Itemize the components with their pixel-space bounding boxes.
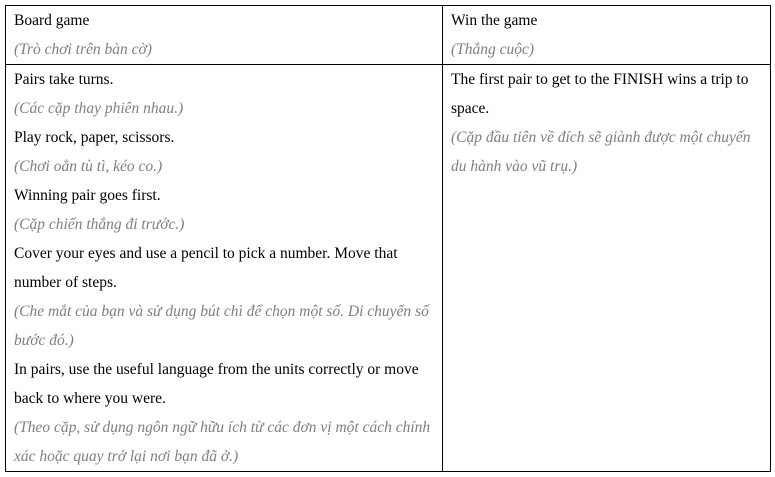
rule-3-vietnamese: (Cặp chiến thắng đi trước.) <box>14 216 185 233</box>
header-right-vietnamese: (Thắng cuộc) <box>451 41 535 58</box>
rule-4-english: Cover your eyes and use a pencil to pick a number. Move that number of steps. <box>14 245 398 291</box>
win-english: The first pair to get to the FINISH wins a trip to space. <box>451 71 749 117</box>
header-left-english: Board game <box>14 12 90 29</box>
body-cell-rules <box>6 65 443 472</box>
win-vietnamese: (Cặp đầu tiên về đích sẽ giành được một chuyến du hành vào vũ trụ.) <box>451 129 751 175</box>
rule-1-vietnamese: (Các cặp thay phiên nhau.) <box>14 100 184 117</box>
rules-table <box>5 5 771 472</box>
header-left-vietnamese: (Trò chơi trên bàn cờ) <box>14 41 152 58</box>
rule-1-english: Pairs take turns. <box>14 71 114 88</box>
header-right-english: Win the game <box>451 12 538 29</box>
rule-2-vietnamese: (Chơi oẳn tù tì, kéo co.) <box>14 158 163 175</box>
rule-5-english: In pairs, use the useful language from the units correctly or move back to where you were. <box>14 361 419 407</box>
rule-4-vietnamese: (Che mắt của bạn và sử dụng bút chì để chọn một số. Di chuyển số bước đó.) <box>14 303 429 349</box>
header-cell-board-game <box>6 6 443 65</box>
rule-3-english: Winning pair goes first. <box>14 187 161 204</box>
table-header-row <box>6 6 771 65</box>
rule-5-vietnamese: (Theo cặp, sử dụng ngôn ngữ hữu ích từ các đơn vị một cách chính xác hoặc quay trở lại nơi bạn đã ở.) <box>14 419 431 465</box>
body-cell-win-condition <box>443 65 771 472</box>
header-cell-win-the-game <box>443 6 771 65</box>
rule-2-english: Play rock, paper, scissors. <box>14 129 175 146</box>
table-body-row <box>6 65 771 472</box>
